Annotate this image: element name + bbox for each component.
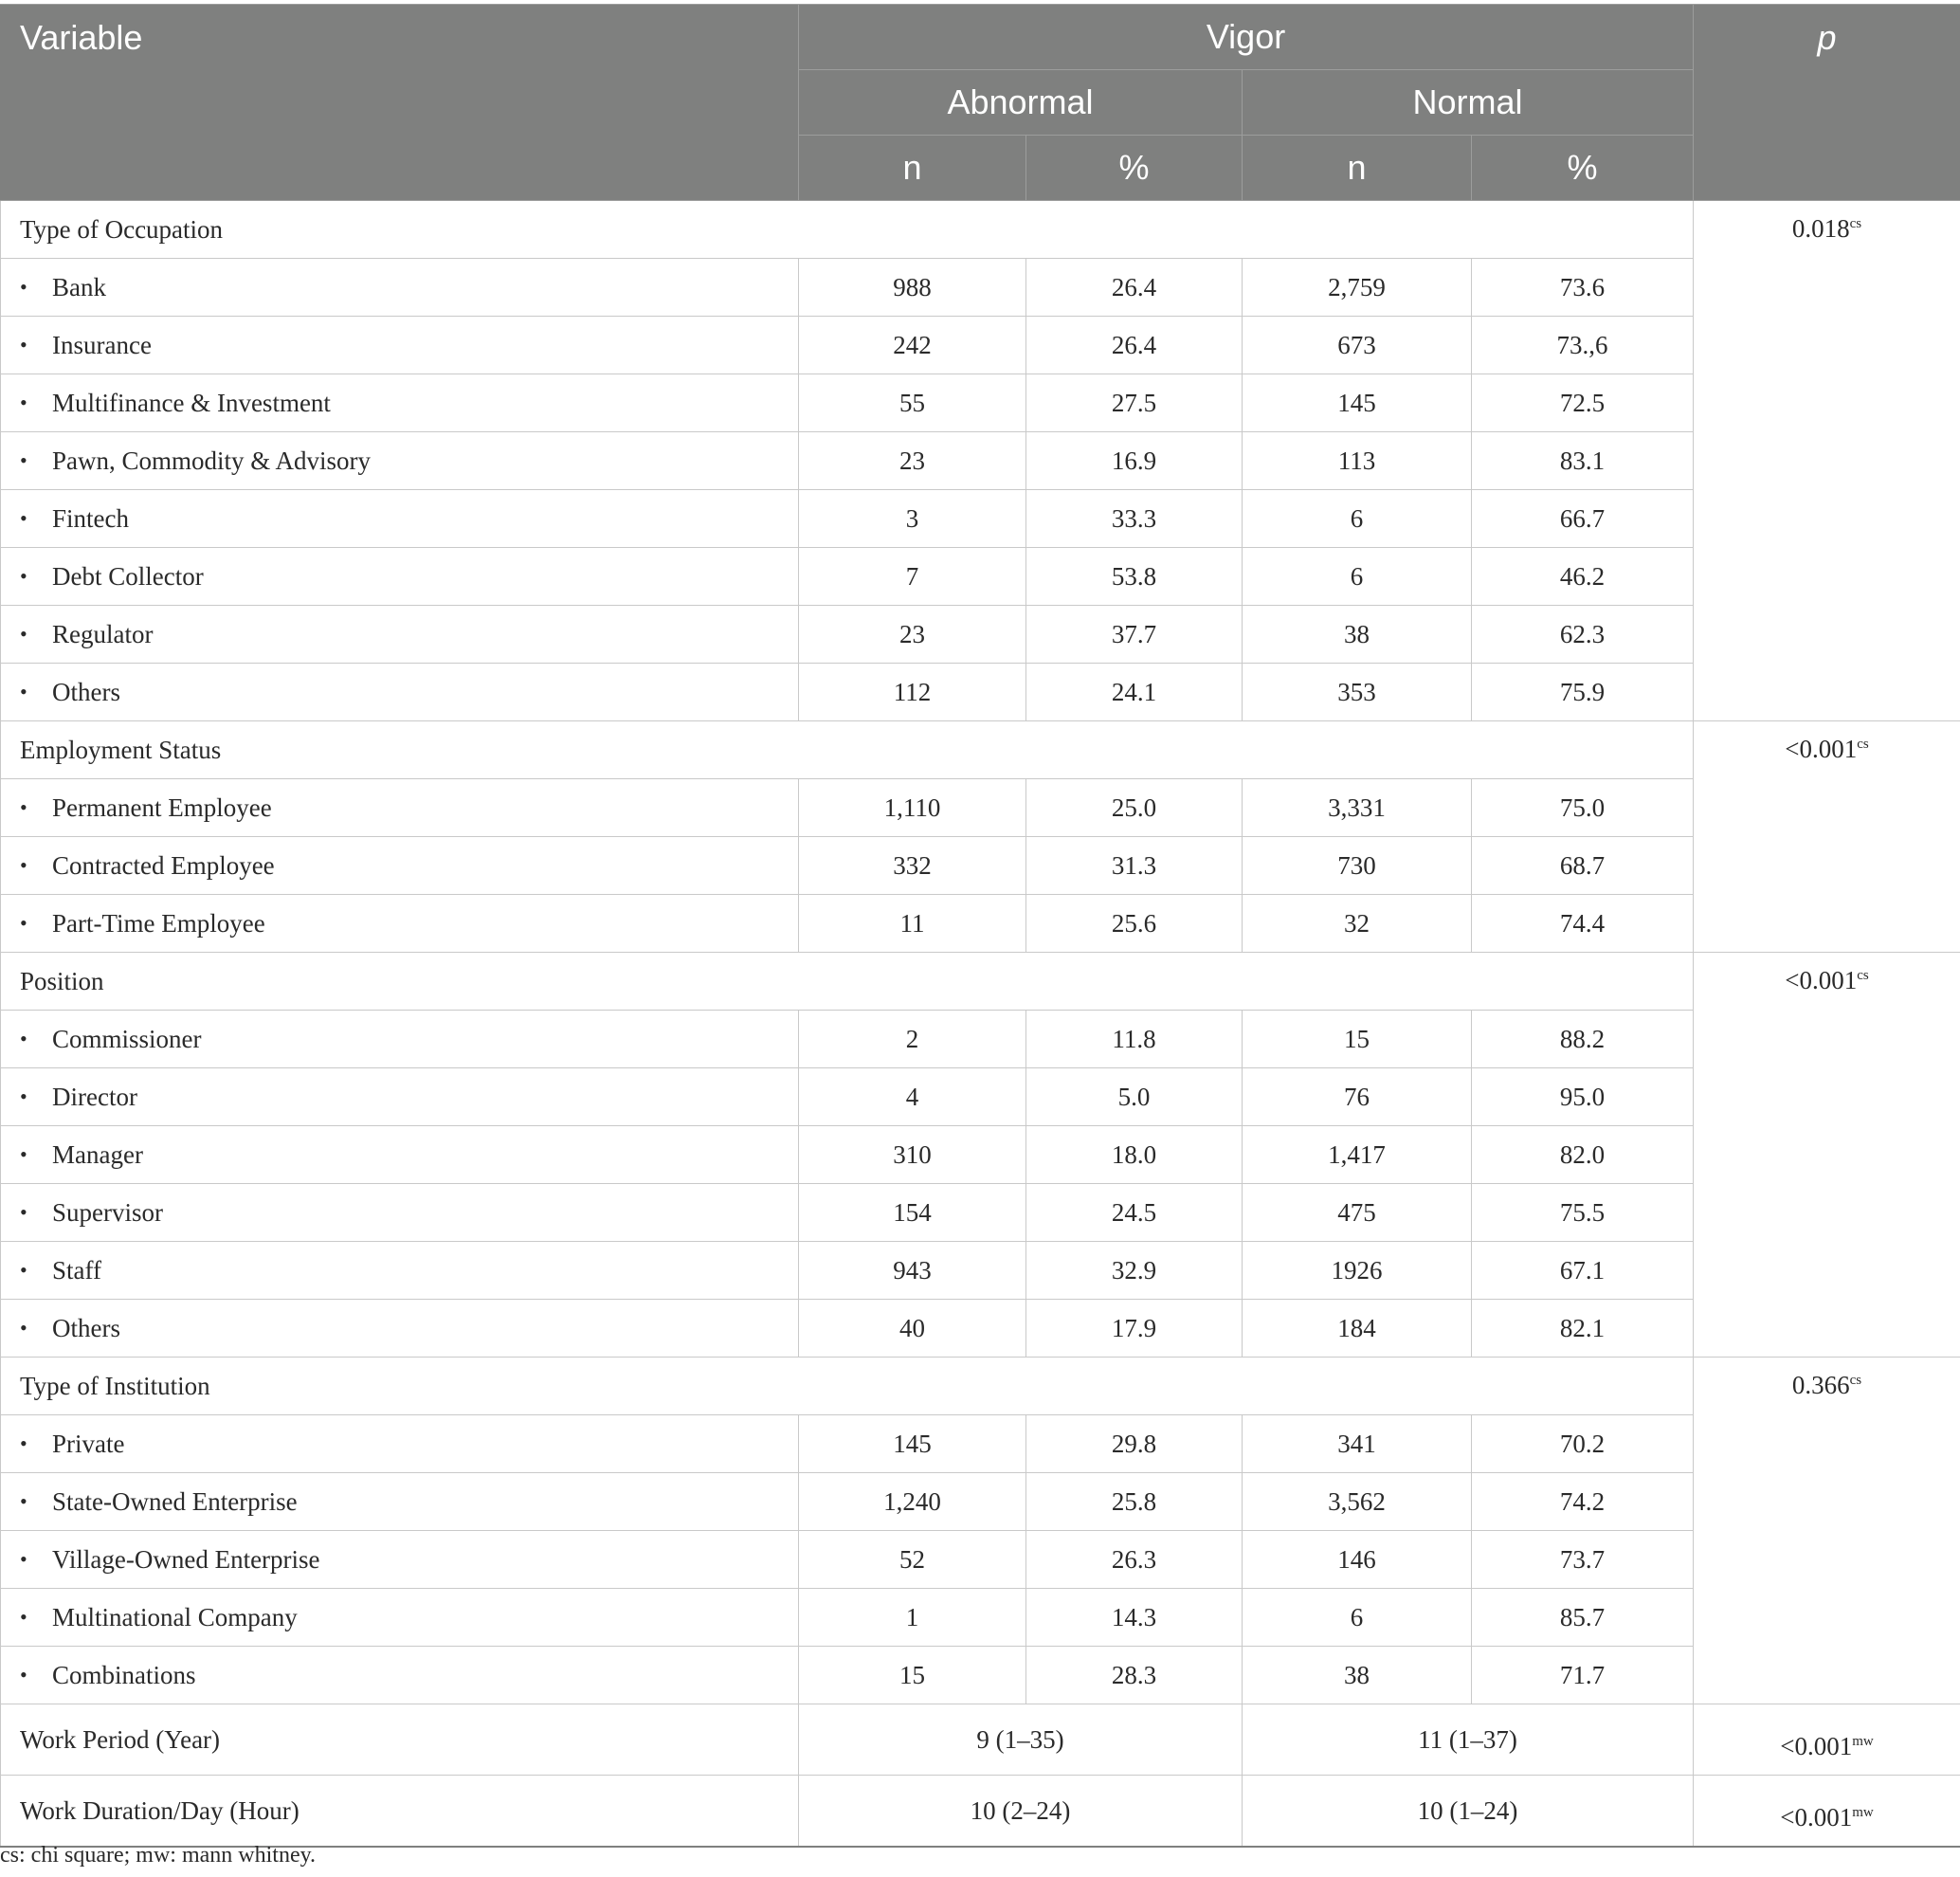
table-row (1, 1011, 1960, 1068)
row-label-text: Regulator (52, 619, 154, 648)
bullet-icon: • (20, 679, 27, 703)
row-label-text: Fintech (52, 503, 129, 533)
normal-pct: 75.5 (1472, 1184, 1694, 1242)
row-label (1, 259, 799, 317)
row-label-text: Debt Collector (52, 561, 204, 591)
row-label-text: Commissioner (52, 1024, 202, 1053)
bullet-icon: • (20, 621, 27, 646)
normal-pct: 74.2 (1472, 1473, 1694, 1531)
row-label-text: Director (52, 1082, 137, 1111)
bullet-icon: • (20, 447, 27, 472)
p-value-test-marker: mw (1852, 1804, 1874, 1820)
normal-n: 15 (1243, 1011, 1472, 1068)
normal-pct: 70.2 (1472, 1415, 1694, 1473)
row-label (1, 837, 799, 895)
row-label-text: Others (52, 677, 120, 706)
row-label (1, 779, 799, 837)
bullet-icon: • (20, 1199, 27, 1224)
row-label (1, 1068, 799, 1126)
p-value (1694, 1776, 1960, 1848)
row-label (1, 1011, 799, 1068)
header-normal: Normal (1243, 70, 1694, 136)
header-abnormal: Abnormal (799, 70, 1243, 136)
normal-n: 146 (1243, 1531, 1472, 1589)
abnormal-pct: 53.8 (1026, 548, 1243, 606)
p-value (1694, 721, 1960, 953)
summary-abnormal: 10 (2–24) (799, 1776, 1243, 1848)
abnormal-pct: 26.4 (1026, 317, 1243, 374)
abnormal-pct: 26.4 (1026, 259, 1243, 317)
bullet-icon: • (20, 852, 27, 877)
row-label (1, 1184, 799, 1242)
abnormal-pct: 25.0 (1026, 779, 1243, 837)
abnormal-pct: 5.0 (1026, 1068, 1243, 1126)
abnormal-pct: 27.5 (1026, 374, 1243, 432)
row-label (1, 432, 799, 490)
normal-pct: 83.1 (1472, 432, 1694, 490)
abnormal-n: 242 (799, 317, 1026, 374)
header-normal-n: n (1243, 136, 1472, 201)
row-label-text: Insurance (52, 330, 152, 359)
normal-pct: 88.2 (1472, 1011, 1694, 1068)
table-row (1, 1473, 1960, 1531)
abnormal-n: 1,110 (799, 779, 1026, 837)
bullet-icon: • (20, 794, 27, 819)
table-row (1, 259, 1960, 317)
row-label (1, 1531, 799, 1589)
abnormal-n: 40 (799, 1300, 1026, 1358)
normal-n: 184 (1243, 1300, 1472, 1358)
normal-pct: 82.1 (1472, 1300, 1694, 1358)
table-row (1, 548, 1960, 606)
summary-abnormal: 9 (1–35) (799, 1704, 1243, 1776)
abnormal-n: 15 (799, 1647, 1026, 1704)
abnormal-n: 943 (799, 1242, 1026, 1300)
normal-n: 3,331 (1243, 779, 1472, 837)
p-value (1694, 1704, 1960, 1776)
table-row (1, 895, 1960, 953)
normal-pct: 71.7 (1472, 1647, 1694, 1704)
bullet-icon: • (20, 332, 27, 356)
row-label (1, 374, 799, 432)
abnormal-pct: 24.5 (1026, 1184, 1243, 1242)
table-header (1, 5, 1960, 201)
row-label-text: Others (52, 1313, 120, 1342)
group-label: Position (1, 953, 1694, 1011)
normal-pct: 68.7 (1472, 837, 1694, 895)
row-label-text: State-Owned Enterprise (52, 1486, 298, 1516)
group-row (1, 1358, 1960, 1415)
bullet-icon: • (20, 1488, 27, 1513)
row-label (1, 548, 799, 606)
abnormal-pct: 32.9 (1026, 1242, 1243, 1300)
normal-pct: 66.7 (1472, 490, 1694, 548)
table-row (1, 317, 1960, 374)
normal-pct: 85.7 (1472, 1589, 1694, 1647)
normal-n: 145 (1243, 374, 1472, 432)
abnormal-pct: 11.8 (1026, 1011, 1243, 1068)
group-row (1, 201, 1960, 259)
bullet-icon: • (20, 910, 27, 935)
bullet-icon: • (20, 563, 27, 588)
normal-n: 353 (1243, 664, 1472, 721)
summary-row (1, 1776, 1960, 1848)
normal-pct: 62.3 (1472, 606, 1694, 664)
table-row (1, 1300, 1960, 1358)
group-label: Type of Institution (1, 1358, 1694, 1415)
p-value-text: 0.366 (1791, 1371, 1850, 1399)
normal-n: 673 (1243, 317, 1472, 374)
abnormal-n: 332 (799, 837, 1026, 895)
p-value-text: <0.001 (1785, 735, 1858, 763)
header-vigor: Vigor (799, 5, 1694, 70)
p-value-test-marker: cs (1849, 216, 1862, 231)
row-label (1, 1126, 799, 1184)
table-row (1, 1184, 1960, 1242)
bullet-icon: • (20, 1604, 27, 1629)
abnormal-n: 145 (799, 1415, 1026, 1473)
p-value (1694, 953, 1960, 1358)
table-row (1, 1126, 1960, 1184)
abnormal-n: 11 (799, 895, 1026, 953)
p-value-text: <0.001 (1785, 966, 1858, 994)
table-row (1, 837, 1960, 895)
row-label (1, 1647, 799, 1704)
normal-n: 6 (1243, 548, 1472, 606)
abnormal-pct: 24.1 (1026, 664, 1243, 721)
abnormal-pct: 29.8 (1026, 1415, 1243, 1473)
bullet-icon: • (20, 390, 27, 414)
row-label-text: Bank (52, 272, 106, 301)
bullet-icon: • (20, 1546, 27, 1571)
row-label-text: Part-Time Employee (52, 908, 265, 938)
normal-n: 730 (1243, 837, 1472, 895)
summary-label: Work Duration/Day (Hour) (1, 1776, 799, 1848)
bullet-icon: • (20, 1026, 27, 1050)
summary-normal: 10 (1–24) (1243, 1776, 1694, 1848)
normal-n: 6 (1243, 490, 1472, 548)
abnormal-pct: 14.3 (1026, 1589, 1243, 1647)
normal-n: 341 (1243, 1415, 1472, 1473)
p-value-test-marker: cs (1857, 737, 1869, 752)
vigor-table (0, 4, 1960, 1848)
abnormal-n: 55 (799, 374, 1026, 432)
row-label (1, 1589, 799, 1647)
normal-n: 38 (1243, 606, 1472, 664)
normal-pct: 46.2 (1472, 548, 1694, 606)
normal-pct: 82.0 (1472, 1126, 1694, 1184)
p-value-test-marker: cs (1857, 968, 1869, 983)
abnormal-pct: 18.0 (1026, 1126, 1243, 1184)
row-label-text: Private (52, 1429, 125, 1458)
normal-pct: 95.0 (1472, 1068, 1694, 1126)
row-label-text: Permanent Employee (52, 793, 272, 822)
bullet-icon: • (20, 1141, 27, 1166)
row-label (1, 1473, 799, 1531)
header-normal-pct: % (1472, 136, 1694, 201)
abnormal-n: 112 (799, 664, 1026, 721)
summary-label: Work Period (Year) (1, 1704, 799, 1776)
row-label-text: Manager (52, 1139, 143, 1169)
abnormal-n: 1,240 (799, 1473, 1026, 1531)
table-body (1, 201, 1960, 1848)
abnormal-n: 1 (799, 1589, 1026, 1647)
row-label (1, 490, 799, 548)
table-row (1, 779, 1960, 837)
normal-n: 1926 (1243, 1242, 1472, 1300)
header-abnormal-n: n (799, 136, 1026, 201)
abnormal-n: 23 (799, 606, 1026, 664)
row-label (1, 1242, 799, 1300)
bullet-icon: • (20, 274, 27, 299)
abnormal-pct: 17.9 (1026, 1300, 1243, 1358)
normal-n: 3,562 (1243, 1473, 1472, 1531)
abnormal-n: 154 (799, 1184, 1026, 1242)
row-label-text: Staff (52, 1255, 101, 1285)
bullet-icon: • (20, 1431, 27, 1455)
abnormal-pct: 25.6 (1026, 895, 1243, 953)
normal-n: 6 (1243, 1589, 1472, 1647)
p-value (1694, 201, 1960, 721)
table-footnote: cs: chi square; mw: mann whitney. (0, 1843, 317, 1868)
p-value-text: 0.018 (1791, 214, 1850, 243)
abnormal-pct: 26.3 (1026, 1531, 1243, 1589)
abnormal-pct: 31.3 (1026, 837, 1243, 895)
group-label: Employment Status (1, 721, 1694, 779)
row-label-text: Multifinance & Investment (52, 388, 331, 417)
abnormal-pct: 37.7 (1026, 606, 1243, 664)
normal-n: 38 (1243, 1647, 1472, 1704)
row-label-text: Supervisor (52, 1197, 163, 1227)
row-label-text: Contracted Employee (52, 850, 275, 880)
normal-n: 2,759 (1243, 259, 1472, 317)
row-label (1, 317, 799, 374)
header-abnormal-pct: % (1026, 136, 1243, 201)
normal-n: 475 (1243, 1184, 1472, 1242)
p-value-text: <0.001 (1780, 1802, 1853, 1831)
row-label (1, 895, 799, 953)
table-row (1, 1068, 1960, 1126)
normal-pct: 67.1 (1472, 1242, 1694, 1300)
group-row (1, 721, 1960, 779)
bullet-icon: • (20, 1662, 27, 1686)
row-label (1, 1415, 799, 1473)
bullet-icon: • (20, 505, 27, 530)
row-label (1, 1300, 799, 1358)
table-row (1, 432, 1960, 490)
row-label (1, 606, 799, 664)
row-label-text: Combinations (52, 1660, 196, 1689)
normal-n: 113 (1243, 432, 1472, 490)
table-row (1, 606, 1960, 664)
normal-pct: 74.4 (1472, 895, 1694, 953)
normal-pct: 72.5 (1472, 374, 1694, 432)
header-p: p (1694, 5, 1960, 201)
table-row (1, 374, 1960, 432)
table-row (1, 490, 1960, 548)
table-row (1, 1589, 1960, 1647)
abnormal-n: 310 (799, 1126, 1026, 1184)
group-row (1, 953, 1960, 1011)
abnormal-n: 988 (799, 259, 1026, 317)
p-value (1694, 1358, 1960, 1704)
abnormal-n: 52 (799, 1531, 1026, 1589)
bullet-icon: • (20, 1315, 27, 1339)
table-row (1, 1415, 1960, 1473)
normal-pct: 75.9 (1472, 664, 1694, 721)
normal-pct: 75.0 (1472, 779, 1694, 837)
abnormal-pct: 28.3 (1026, 1647, 1243, 1704)
row-label-text: Village-Owned Enterprise (52, 1544, 320, 1574)
abnormal-pct: 16.9 (1026, 432, 1243, 490)
bullet-icon: • (20, 1084, 27, 1108)
table-row (1, 664, 1960, 721)
table-row (1, 1531, 1960, 1589)
normal-n: 32 (1243, 895, 1472, 953)
normal-n: 1,417 (1243, 1126, 1472, 1184)
normal-n: 76 (1243, 1068, 1472, 1126)
abnormal-n: 2 (799, 1011, 1026, 1068)
row-label-text: Pawn, Commodity & Advisory (52, 446, 372, 475)
row-label-text: Multinational Company (52, 1602, 298, 1631)
group-label: Type of Occupation (1, 201, 1694, 259)
abnormal-pct: 25.8 (1026, 1473, 1243, 1531)
summary-normal: 11 (1–37) (1243, 1704, 1694, 1776)
normal-pct: 73.,6 (1472, 317, 1694, 374)
p-value-text: <0.001 (1780, 1731, 1853, 1760)
p-value-test-marker: cs (1849, 1373, 1862, 1388)
p-value-test-marker: mw (1852, 1733, 1874, 1749)
normal-pct: 73.7 (1472, 1531, 1694, 1589)
abnormal-n: 23 (799, 432, 1026, 490)
bullet-icon: • (20, 1257, 27, 1282)
normal-pct: 73.6 (1472, 259, 1694, 317)
table-row (1, 1647, 1960, 1704)
abnormal-n: 3 (799, 490, 1026, 548)
summary-row (1, 1704, 1960, 1776)
header-variable: Variable (1, 5, 799, 201)
table-row (1, 1242, 1960, 1300)
row-label (1, 664, 799, 721)
abnormal-n: 4 (799, 1068, 1026, 1126)
abnormal-n: 7 (799, 548, 1026, 606)
abnormal-pct: 33.3 (1026, 490, 1243, 548)
